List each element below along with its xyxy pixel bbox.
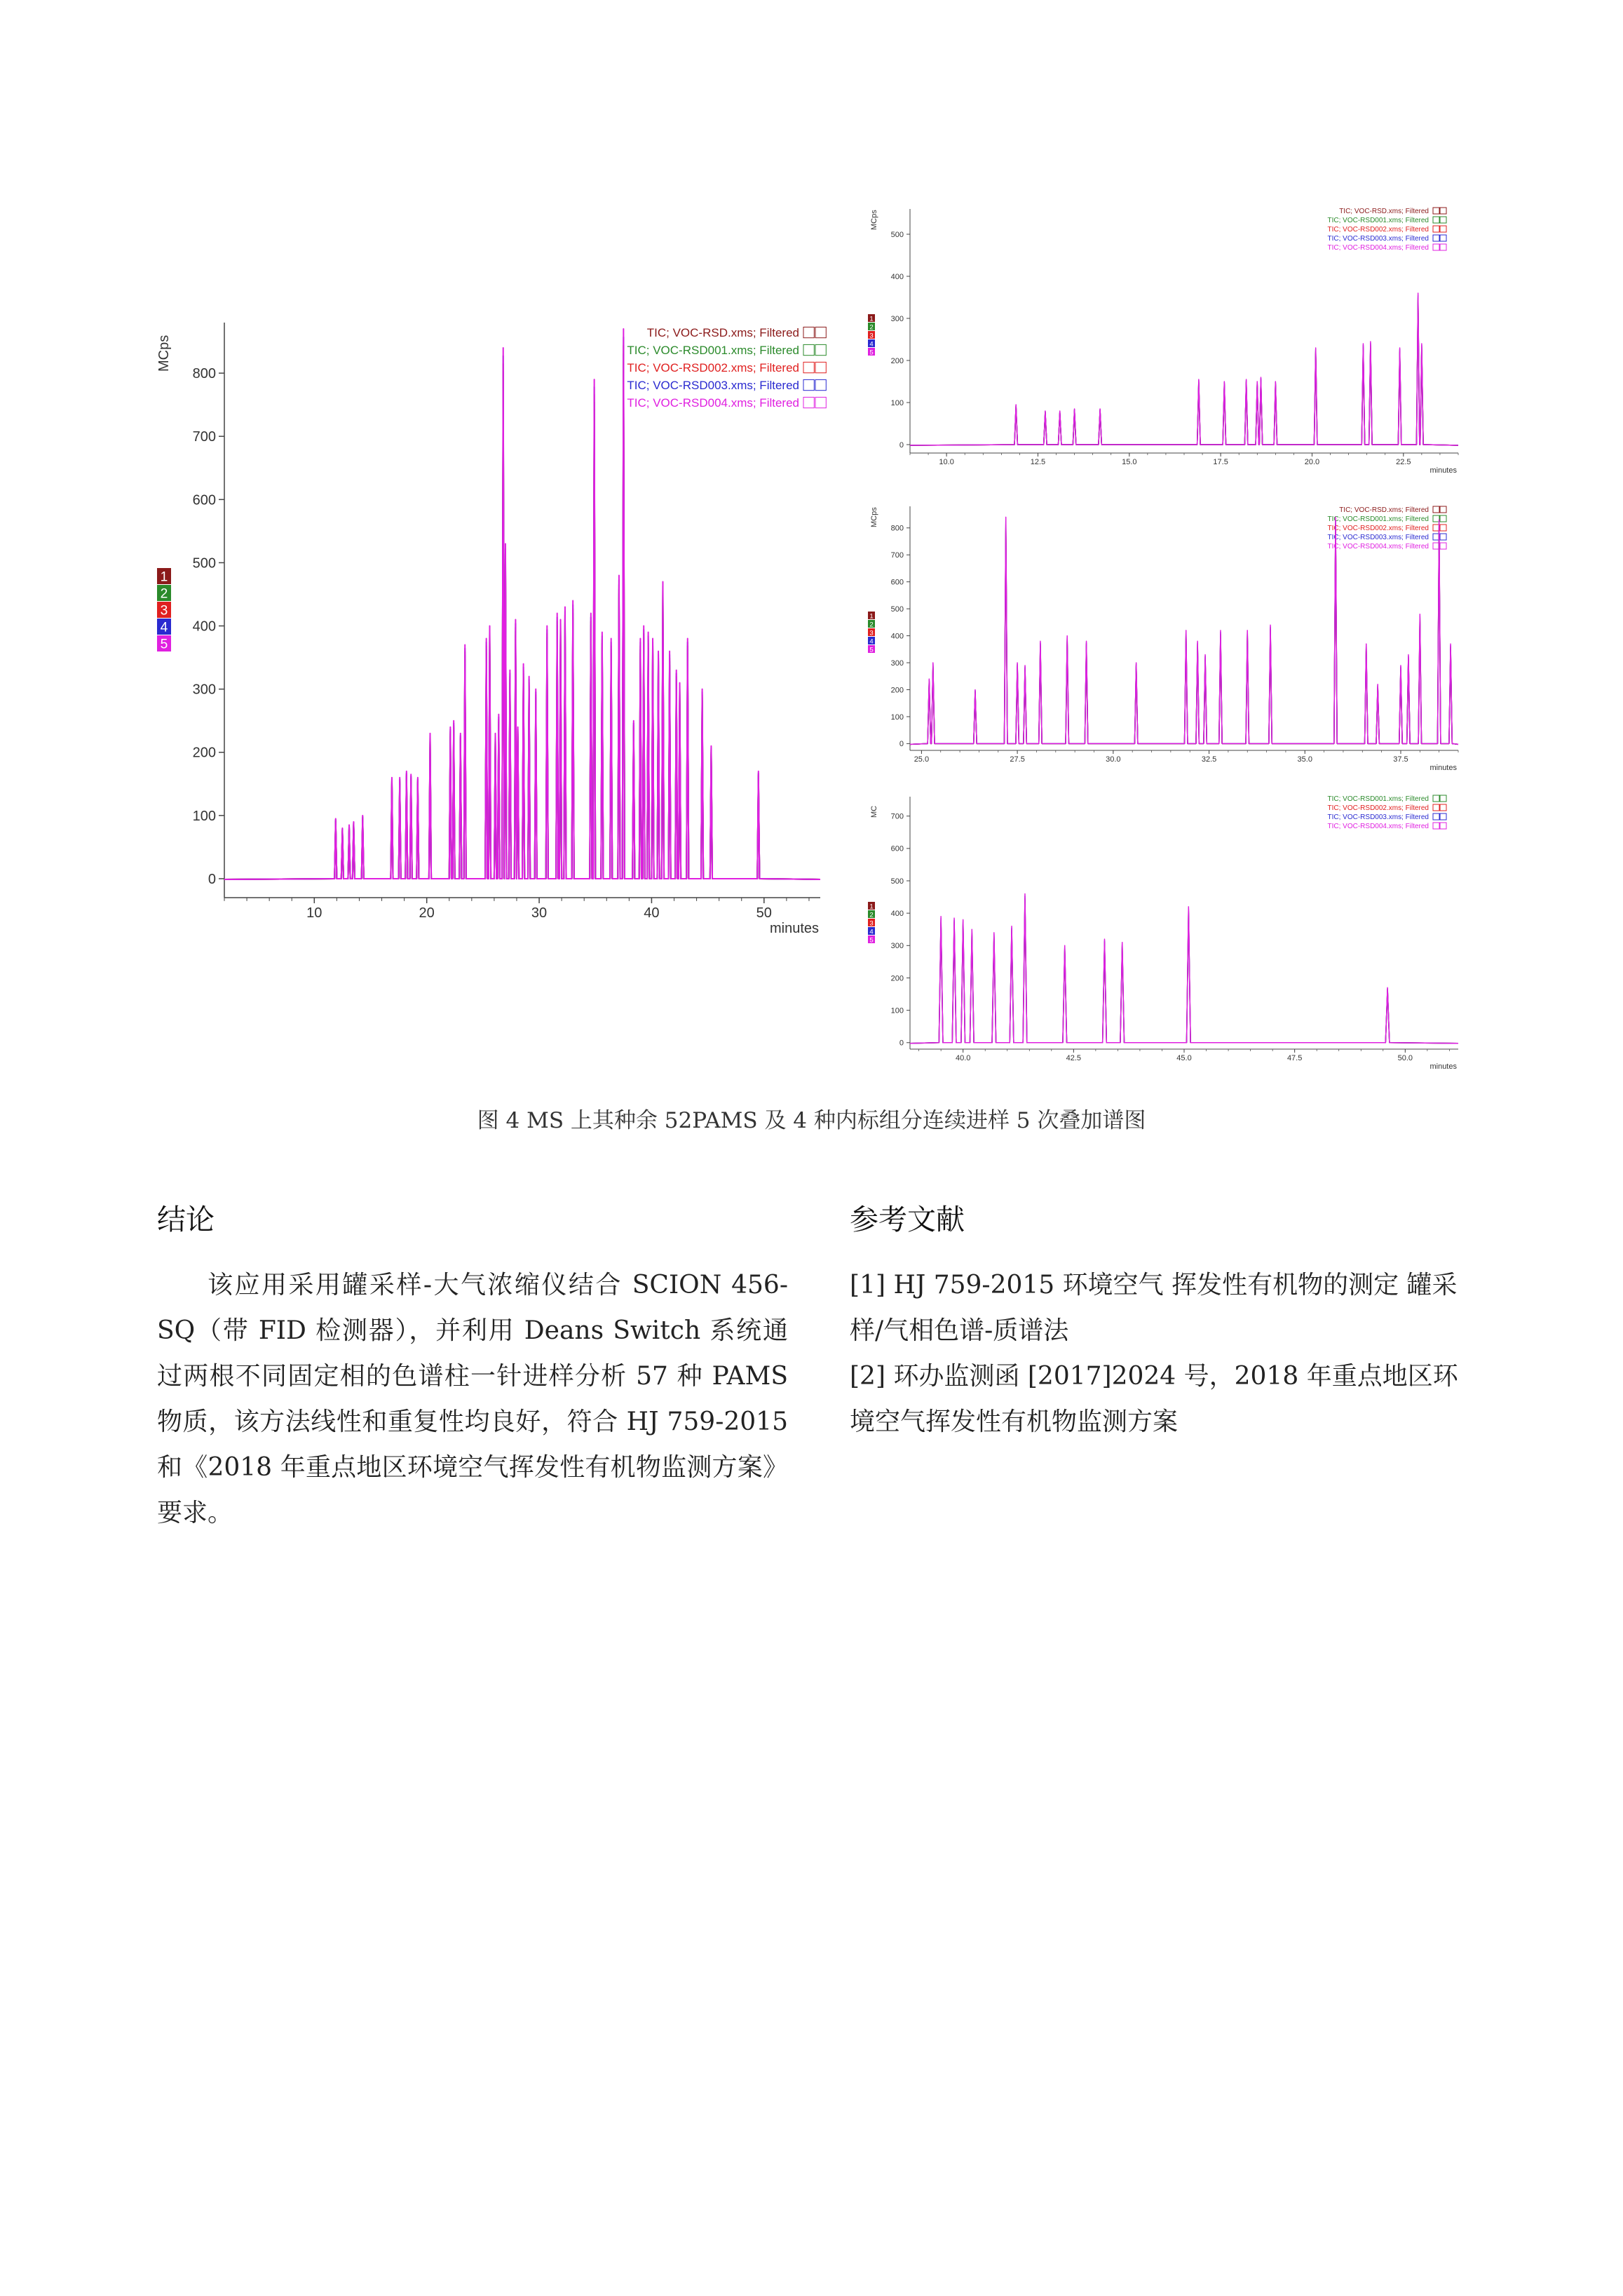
trace-selector-label: 3 xyxy=(869,919,874,928)
chromatogram-trace xyxy=(910,893,1458,1043)
zoom-chromatogram-1 xyxy=(868,202,1472,497)
legend-box xyxy=(1440,244,1446,250)
legend-box xyxy=(1433,813,1439,820)
conclusion-body xyxy=(157,1262,788,1536)
legend-entry: TIC; VOC-RSD001.xms; Filtered xyxy=(1327,515,1429,523)
legend-box xyxy=(815,397,826,407)
legend-box xyxy=(1433,235,1439,241)
x-tick-label: 15.0 xyxy=(1122,458,1137,466)
y-tick-label: 600 xyxy=(890,578,904,587)
y-tick-label: 600 xyxy=(890,844,904,853)
y-tick-label: 700 xyxy=(890,812,904,821)
references-heading: 参考文献 xyxy=(850,1203,965,1236)
legend-entry: TIC; VOC-RSD004.xms; Filtered xyxy=(627,396,799,410)
legend-box xyxy=(1433,217,1439,223)
chromatogram-trace xyxy=(910,295,1458,445)
x-tick-label: 12.5 xyxy=(1030,458,1046,466)
y-tick-label: 300 xyxy=(890,942,904,951)
reference-item-1: [1] HJ 759-2015 环境空气 挥发性有机物的测定 罐采样/气相色谱-质谱法 xyxy=(850,1271,1458,1345)
legend-box xyxy=(1433,515,1439,522)
y-tick-label: 400 xyxy=(890,272,904,281)
legend-entry: TIC; VOC-RSD004.xms; Filtered xyxy=(1327,244,1429,252)
main-chromatogram xyxy=(154,309,848,954)
legend-entry: TIC; VOC-RSD001.xms; Filtered xyxy=(1327,217,1429,224)
y-tick-label: 300 xyxy=(890,314,904,323)
legend-entry: TIC; VOC-RSD004.xms; Filtered xyxy=(1327,823,1429,830)
legend-entry: TIC; VOC-RSD.xms; Filtered xyxy=(646,326,799,339)
x-tick-label: 22.5 xyxy=(1396,458,1411,466)
legend-box xyxy=(1440,235,1446,241)
legend-box xyxy=(1440,226,1446,232)
trace-selector-label: 3 xyxy=(869,332,874,340)
legend-box xyxy=(803,344,814,355)
legend-box xyxy=(803,362,814,372)
y-axis-title: MC xyxy=(870,805,878,818)
trace-selector-label: 4 xyxy=(869,928,874,936)
legend-entry: TIC; VOC-RSD003.xms; Filtered xyxy=(1327,813,1429,821)
x-tick-label: 45.0 xyxy=(1176,1054,1192,1062)
x-axis-title: minutes xyxy=(1430,764,1457,773)
x-tick-label: 10 xyxy=(306,905,322,921)
trace-selector-label: 4 xyxy=(869,637,874,646)
x-tick-label: 30.0 xyxy=(1106,755,1121,764)
y-tick-label: 200 xyxy=(890,686,904,695)
trace-selector-label: 1 xyxy=(869,315,874,323)
chromatogram-trace xyxy=(910,531,1458,745)
legend-box xyxy=(1440,823,1446,829)
chromatogram-trace xyxy=(910,517,1458,744)
legend-entry: TIC; VOC-RSD003.xms; Filtered xyxy=(1327,534,1429,541)
legend-entry: TIC; VOC-RSD002.xms; Filtered xyxy=(627,361,799,374)
trace-selector-label: 2 xyxy=(869,621,874,629)
x-axis-title: minutes xyxy=(1430,1062,1457,1072)
legend-entry: TIC; VOC-RSD.xms; Filtered xyxy=(1339,506,1429,514)
y-tick-label: 500 xyxy=(890,230,904,239)
y-tick-label: 500 xyxy=(192,555,216,572)
y-axis-title: MCps xyxy=(156,335,172,372)
x-tick-label: 40.0 xyxy=(955,1054,971,1062)
y-axis-title: MCps xyxy=(870,507,878,527)
legend-box xyxy=(1440,804,1446,811)
y-tick-label: 0 xyxy=(208,871,216,887)
figure-caption: 图 4 MS 上其种余 52PAMS 及 4 种内标组分连续进样 5 次叠加谱图 xyxy=(477,1108,1146,1133)
legend-box xyxy=(1440,506,1446,513)
y-tick-label: 400 xyxy=(890,910,904,919)
x-tick-label: 20 xyxy=(419,905,435,921)
y-tick-label: 500 xyxy=(890,605,904,614)
x-tick-label: 37.5 xyxy=(1393,755,1408,764)
trace-selector-label: 5 xyxy=(869,349,874,357)
y-axis-title: MCps xyxy=(870,210,878,230)
y-tick-label: 200 xyxy=(890,356,904,365)
legend-entry: TIC; VOC-RSD002.xms; Filtered xyxy=(1327,525,1429,532)
legend-entry: TIC; VOC-RSD002.xms; Filtered xyxy=(1327,226,1429,234)
y-tick-label: 100 xyxy=(192,808,216,824)
legend-box xyxy=(1440,525,1446,531)
legend-box xyxy=(815,344,826,355)
y-tick-label: 500 xyxy=(890,877,904,886)
legend-box xyxy=(1440,534,1446,540)
x-tick-label: 35.0 xyxy=(1297,755,1312,764)
y-tick-label: 600 xyxy=(192,492,216,508)
x-tick-label: 10.0 xyxy=(939,458,954,466)
chromatogram-trace xyxy=(910,527,1458,744)
y-tick-label: 800 xyxy=(890,524,904,533)
trace-selector-label: 3 xyxy=(869,629,874,637)
reference-list xyxy=(850,1262,1481,1445)
legend-entry: TIC; VOC-RSD003.xms; Filtered xyxy=(627,379,799,392)
legend-box xyxy=(1433,506,1439,513)
y-tick-label: 400 xyxy=(192,619,216,635)
legend-box xyxy=(815,327,826,337)
trace-selector-label: 5 xyxy=(869,936,874,945)
trace-selector-label: 2 xyxy=(869,323,874,332)
conclusion-heading: 结论 xyxy=(157,1203,215,1236)
x-tick-label: 50 xyxy=(756,905,772,921)
y-tick-label: 100 xyxy=(890,398,904,407)
y-tick-label: 300 xyxy=(890,659,904,668)
x-tick-label: 30 xyxy=(531,905,548,921)
trace-selector-label: 1 xyxy=(160,569,168,585)
legend-box xyxy=(1433,795,1439,802)
trace-selector-label: 4 xyxy=(869,340,874,349)
legend-box xyxy=(1440,795,1446,802)
y-tick-label: 200 xyxy=(192,745,216,761)
chromatogram-trace xyxy=(910,297,1458,445)
legend-box xyxy=(1433,804,1439,811)
x-tick-label: 47.5 xyxy=(1286,1054,1303,1062)
trace-selector-label: 2 xyxy=(160,586,168,602)
trace-selector-label: 4 xyxy=(160,620,168,635)
chromatogram-trace xyxy=(910,293,1458,445)
legend-entry: TIC; VOC-RSD002.xms; Filtered xyxy=(1327,804,1429,812)
y-tick-label: 800 xyxy=(192,366,216,382)
legend-box xyxy=(815,379,826,390)
y-tick-label: 0 xyxy=(899,740,904,749)
trace-selector-label: 3 xyxy=(160,603,168,619)
trace-selector-label: 2 xyxy=(869,911,874,919)
x-tick-label: 42.5 xyxy=(1066,1054,1082,1062)
chromatogram-trace xyxy=(910,520,1458,744)
legend-entry: TIC; VOC-RSD.xms; Filtered xyxy=(1339,208,1429,215)
y-tick-label: 0 xyxy=(899,440,904,450)
trace-selector-label: 5 xyxy=(869,646,874,654)
legend-box xyxy=(1440,813,1446,820)
y-tick-label: 100 xyxy=(890,713,904,722)
legend-box xyxy=(803,379,814,390)
chromatogram-trace xyxy=(910,302,1458,445)
trace-selector-label: 5 xyxy=(160,637,168,652)
x-tick-label: 25.0 xyxy=(914,755,930,764)
y-tick-label: 700 xyxy=(890,551,904,560)
legend-box xyxy=(1433,208,1439,214)
x-tick-label: 40 xyxy=(644,905,660,921)
legend-box xyxy=(1433,525,1439,531)
legend-entry: TIC; VOC-RSD003.xms; Filtered xyxy=(1327,235,1429,243)
x-tick-label: 20.0 xyxy=(1304,458,1320,466)
legend-box xyxy=(1440,515,1446,522)
trace-selector-label: 1 xyxy=(869,612,874,621)
trace-selector-label: 1 xyxy=(869,903,874,911)
legend-box xyxy=(1440,217,1446,223)
zoom-chromatogram-3 xyxy=(868,790,1472,1098)
legend-box xyxy=(815,362,826,372)
y-tick-label: 300 xyxy=(192,682,216,698)
y-tick-label: 400 xyxy=(890,632,904,641)
x-tick-label: 17.5 xyxy=(1213,458,1228,466)
legend-box xyxy=(1433,534,1439,540)
y-tick-label: 100 xyxy=(890,1006,904,1015)
x-tick-label: 50.0 xyxy=(1397,1054,1413,1062)
legend-entry: TIC; VOC-RSD001.xms; Filtered xyxy=(627,344,799,357)
x-tick-label: 27.5 xyxy=(1010,755,1025,764)
legend-entry: TIC; VOC-RSD004.xms; Filtered xyxy=(1327,543,1429,551)
legend-box xyxy=(803,397,814,407)
legend-entry: TIC; VOC-RSD001.xms; Filtered xyxy=(1327,795,1429,803)
y-tick-label: 200 xyxy=(890,974,904,983)
legend-box xyxy=(1440,208,1446,214)
y-tick-label: 700 xyxy=(192,429,216,445)
x-axis-title: minutes xyxy=(769,921,819,936)
legend-box xyxy=(1433,226,1439,232)
legend-box xyxy=(1440,543,1446,549)
conclusion-text: 该应用采用罐采样-大气浓缩仪结合 SCION 456-SQ（带 FID 检测器），并利用 Deans Switch 系统通过两根不同固定相的色谱柱一针进样分析 57 种 PAMS 物质，该方法线性和重复性均良好，符合 HJ 759-2015 和《2018 年重点地区环境空气挥发性有机物监测方案》要求。 xyxy=(157,1271,788,1527)
legend-box xyxy=(1433,244,1439,250)
y-tick-label: 0 xyxy=(899,1039,904,1048)
x-axis-title: minutes xyxy=(1430,466,1457,475)
legend-box xyxy=(1433,823,1439,829)
zoom-chromatogram-2 xyxy=(868,499,1472,794)
reference-item-2: [2] 环办监测函 [2017]2024 号，2018 年重点地区环境空气挥发性有机物监测方案 xyxy=(850,1362,1458,1436)
x-tick-label: 32.5 xyxy=(1201,755,1217,764)
chromatogram-trace xyxy=(910,300,1458,445)
chromatogram-trace xyxy=(224,329,820,879)
chromatogram-trace xyxy=(910,524,1458,744)
legend-box xyxy=(803,327,814,337)
